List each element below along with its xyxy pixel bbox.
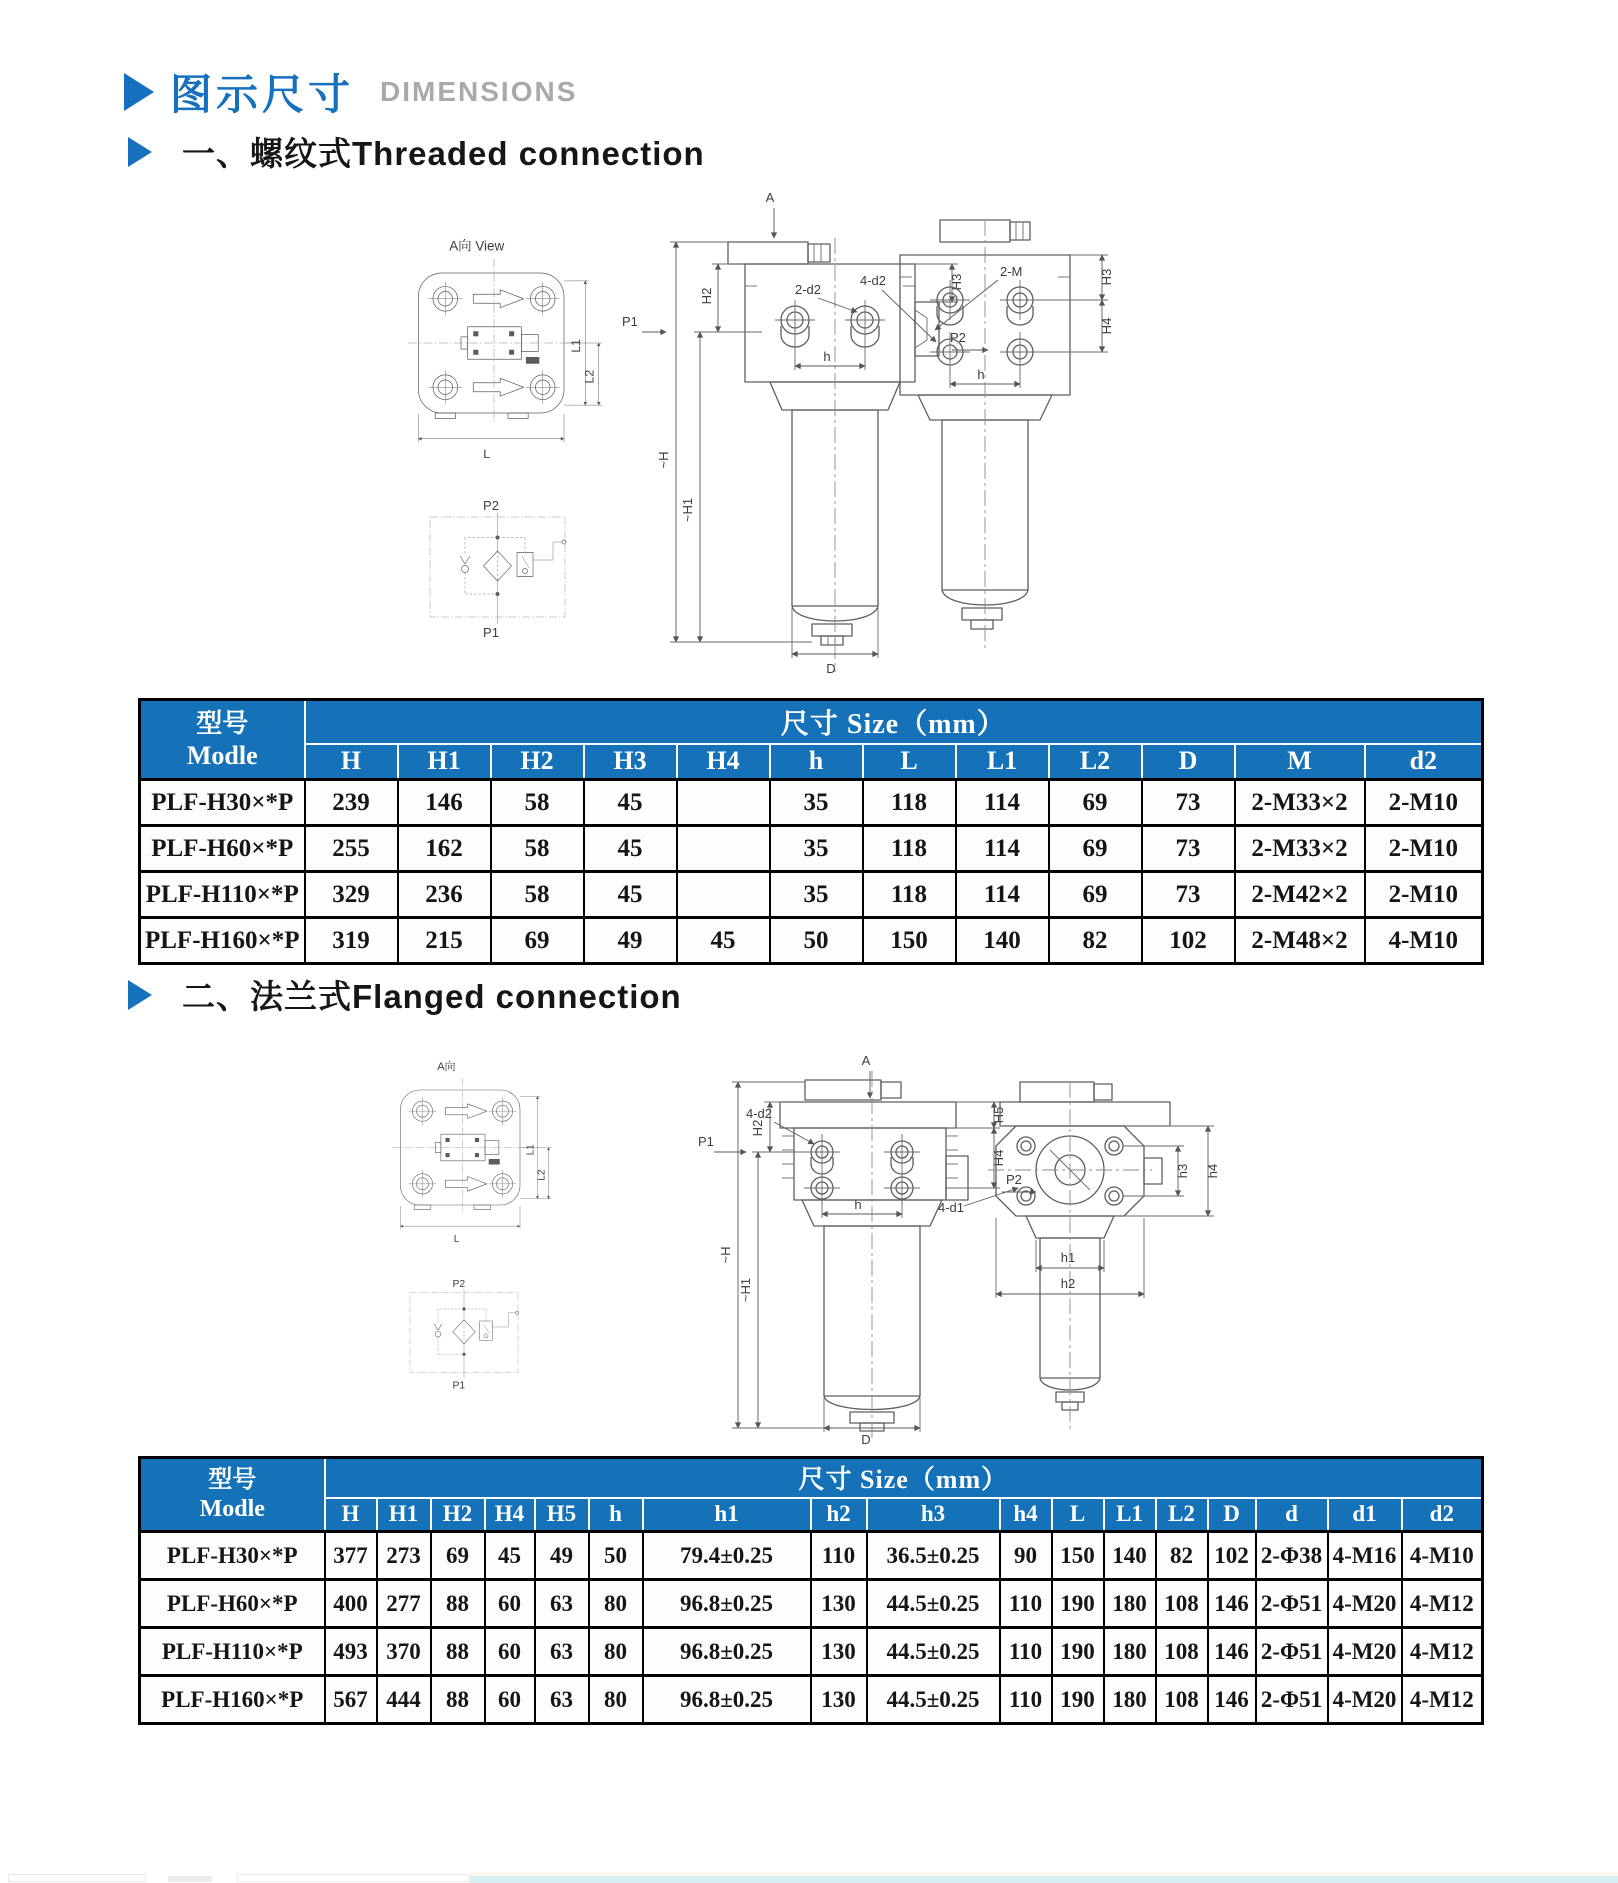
dim-label-4d2: 4-d2 <box>860 273 887 288</box>
value-cell: 4-M10 <box>1365 918 1483 964</box>
column-header-H2: H2 <box>431 1498 485 1532</box>
port-label-p1: P1 <box>698 1134 714 1149</box>
value-cell: 190 <box>1052 1676 1104 1724</box>
value-cell: 88 <box>431 1676 485 1724</box>
value-cell: 90 <box>1000 1532 1052 1580</box>
value-cell: 130 <box>811 1676 867 1724</box>
column-header-H3: H3 <box>584 744 677 780</box>
value-cell: 180 <box>1104 1628 1156 1676</box>
value-cell: 58 <box>491 780 584 826</box>
dim-label-h3: h3 <box>1175 1163 1190 1179</box>
value-cell: 118 <box>863 826 956 872</box>
value-cell: 150 <box>1052 1532 1104 1580</box>
dim-label-h1-approx: ~H1 <box>738 1277 753 1303</box>
column-header-D: D <box>1142 744 1235 780</box>
model-cell: PLF-H110×*P <box>140 1628 325 1676</box>
value-cell: 2-M33×2 <box>1235 826 1365 872</box>
dim-label-h1-approx: ~H1 <box>680 497 695 523</box>
threaded-dim-table <box>138 698 1484 965</box>
value-cell: 108 <box>1156 1676 1208 1724</box>
view-title: A向 View <box>449 238 505 254</box>
value-cell: 146 <box>1208 1628 1256 1676</box>
value-cell: 96.8±0.25 <box>643 1676 811 1724</box>
value-cell: 44.5±0.25 <box>867 1676 1000 1724</box>
value-cell: 45 <box>485 1532 535 1580</box>
value-cell: 88 <box>431 1580 485 1628</box>
value-cell: 110 <box>1000 1580 1052 1628</box>
value-cell: 50 <box>770 918 863 964</box>
flanged-top-view <box>392 1059 551 1245</box>
column-header-h: h <box>770 744 863 780</box>
value-cell: 79.4±0.25 <box>643 1532 811 1580</box>
value-cell <box>677 780 770 826</box>
column-header-H: H <box>305 744 398 780</box>
value-cell: 118 <box>863 872 956 918</box>
value-cell: 35 <box>770 872 863 918</box>
value-cell: 370 <box>377 1628 431 1676</box>
table-row <box>140 826 1483 872</box>
value-cell: 82 <box>1049 918 1142 964</box>
table-row <box>140 1628 1483 1676</box>
column-header-h4: h4 <box>1000 1498 1052 1532</box>
table-row <box>140 780 1483 826</box>
value-cell: 2-Φ51 <box>1256 1628 1328 1676</box>
port-label-p2: P2 <box>452 1279 466 1290</box>
value-cell <box>677 872 770 918</box>
model-cell: PLF-H160×*P <box>140 918 305 964</box>
value-cell: 4-M20 <box>1328 1676 1402 1724</box>
column-header-L: L <box>1052 1498 1104 1532</box>
dim-label-d: D <box>861 1432 871 1447</box>
value-cell: 44.5±0.25 <box>867 1580 1000 1628</box>
value-cell: 146 <box>398 780 491 826</box>
value-cell: 110 <box>1000 1676 1052 1724</box>
table-row <box>140 1532 1483 1580</box>
value-cell <box>677 826 770 872</box>
value-cell: 110 <box>811 1532 867 1580</box>
value-cell: 80 <box>589 1580 643 1628</box>
value-cell: 4-M12 <box>1402 1628 1483 1676</box>
value-cell: 236 <box>398 872 491 918</box>
column-header-d2: d2 <box>1365 744 1483 780</box>
dim-label-l2: L2 <box>582 369 597 384</box>
value-cell: 4-M16 <box>1328 1532 1402 1580</box>
value-cell: 96.8±0.25 <box>643 1580 811 1628</box>
value-cell: 114 <box>956 780 1049 826</box>
column-header-H4: H4 <box>485 1498 535 1532</box>
dim-label-l1: L1 <box>569 338 584 353</box>
value-cell: 114 <box>956 826 1049 872</box>
dim-label-h2: H2 <box>750 1119 765 1137</box>
value-cell: 45 <box>584 872 677 918</box>
value-cell: 88 <box>431 1628 485 1676</box>
dim-label-4d1: 4-d1 <box>938 1200 965 1215</box>
column-header-L: L <box>863 744 956 780</box>
value-cell: 60 <box>485 1580 535 1628</box>
value-cell: 69 <box>1049 872 1142 918</box>
value-cell: 108 <box>1156 1628 1208 1676</box>
value-cell: 444 <box>377 1676 431 1724</box>
value-cell: 150 <box>863 918 956 964</box>
column-header-H1: H1 <box>398 744 491 780</box>
value-cell: 2-M10 <box>1365 826 1483 872</box>
column-header-h3: h3 <box>867 1498 1000 1532</box>
model-cell: PLF-H110×*P <box>140 872 305 918</box>
footer-strip-cyan <box>470 1876 1618 1883</box>
value-cell: 110 <box>1000 1628 1052 1676</box>
value-cell: 180 <box>1104 1676 1156 1724</box>
dim-label-2m: 2-M <box>1000 264 1023 279</box>
column-header-H4: H4 <box>677 744 770 780</box>
column-header-H: H <box>325 1498 377 1532</box>
dim-label-h: h <box>977 367 985 382</box>
dim-label-d: D <box>826 661 836 676</box>
dim-label-h: h <box>823 349 831 364</box>
threaded-top-view <box>408 239 602 461</box>
value-cell: 146 <box>1208 1580 1256 1628</box>
dim-label-l: L <box>453 1233 460 1245</box>
value-cell: 190 <box>1052 1628 1104 1676</box>
value-cell: 45 <box>584 826 677 872</box>
value-cell: 69 <box>1049 780 1142 826</box>
column-header-H1: H1 <box>377 1498 431 1532</box>
value-cell: 140 <box>956 918 1049 964</box>
port-label-p1: P1 <box>452 1380 466 1392</box>
value-cell: 130 <box>811 1580 867 1628</box>
section-flanged-title: 二、法兰式Flanged connection <box>182 978 682 1015</box>
flanged-drawings <box>300 1040 1300 1452</box>
column-header-M: M <box>1235 744 1365 780</box>
flanged-front-view <box>698 1053 1036 1447</box>
page-title-en: DIMENSIONS <box>380 76 578 107</box>
column-header-d: d <box>1256 1498 1328 1532</box>
size-header: 尺寸 Size（mm） <box>325 1458 1483 1498</box>
value-cell: 273 <box>377 1532 431 1580</box>
value-cell: 80 <box>589 1628 643 1676</box>
value-cell: 190 <box>1052 1580 1104 1628</box>
dim-label-h3: H3 <box>949 273 964 291</box>
value-cell: 69 <box>491 918 584 964</box>
value-cell: 4-M10 <box>1402 1532 1483 1580</box>
dim-label-l: L <box>483 446 491 461</box>
footer-ghost-box <box>8 1874 146 1882</box>
section-flanged-header <box>128 971 682 1018</box>
value-cell: 60 <box>485 1628 535 1676</box>
dim-label-h2: H2 <box>699 287 714 305</box>
column-header-h1: h1 <box>643 1498 811 1532</box>
table-row <box>140 918 1483 964</box>
port-label-p2: P2 <box>950 330 966 345</box>
model-cell: PLF-H60×*P <box>140 1580 325 1628</box>
arrow-right-icon <box>124 73 154 111</box>
value-cell: 2-M10 <box>1365 780 1483 826</box>
value-cell: 49 <box>535 1532 589 1580</box>
value-cell: 2-Φ51 <box>1256 1676 1328 1724</box>
value-cell: 162 <box>398 826 491 872</box>
value-cell: 60 <box>485 1676 535 1724</box>
dim-label-h1: h1 <box>1060 1250 1076 1265</box>
model-column-header: 型号 Modle <box>140 700 305 780</box>
value-cell: 493 <box>325 1628 377 1676</box>
size-header: 尺寸 Size（mm） <box>305 700 1483 744</box>
value-cell: 2-M10 <box>1365 872 1483 918</box>
value-cell: 80 <box>589 1676 643 1724</box>
dim-label-h3: H3 <box>1099 268 1114 286</box>
value-cell: 377 <box>325 1532 377 1580</box>
port-label-p1: P1 <box>483 625 499 640</box>
value-cell: 36.5±0.25 <box>867 1532 1000 1580</box>
value-cell: 114 <box>956 872 1049 918</box>
value-cell: 45 <box>677 918 770 964</box>
value-cell: 319 <box>305 918 398 964</box>
value-cell: 2-Φ38 <box>1256 1532 1328 1580</box>
value-cell: 82 <box>1156 1532 1208 1580</box>
value-cell: 277 <box>377 1580 431 1628</box>
value-cell: 239 <box>305 780 398 826</box>
dim-label-4d2: 4-d2 <box>746 1106 773 1121</box>
page-title <box>124 62 577 122</box>
model-cell: PLF-H30×*P <box>140 780 305 826</box>
column-header-H5: H5 <box>535 1498 589 1532</box>
dim-label-h4: h4 <box>1205 1163 1220 1179</box>
column-header-L1: L1 <box>1104 1498 1156 1532</box>
arrow-right-icon <box>128 980 152 1010</box>
value-cell: 215 <box>398 918 491 964</box>
dim-label-h2: h2 <box>1060 1276 1076 1291</box>
value-cell: 146 <box>1208 1676 1256 1724</box>
column-header-L2: L2 <box>1049 744 1142 780</box>
value-cell: 73 <box>1142 872 1235 918</box>
value-cell: 73 <box>1142 826 1235 872</box>
column-header-d2: d2 <box>1402 1498 1483 1532</box>
value-cell: 35 <box>770 780 863 826</box>
value-cell: 2-M48×2 <box>1235 918 1365 964</box>
column-header-H2: H2 <box>491 744 584 780</box>
value-cell: 400 <box>325 1580 377 1628</box>
value-cell: 140 <box>1104 1532 1156 1580</box>
column-header-L2: L2 <box>1156 1498 1208 1532</box>
value-cell: 102 <box>1142 918 1235 964</box>
value-cell: 2-M33×2 <box>1235 780 1365 826</box>
section-threaded-title: 一、螺纹式Threaded connection <box>182 135 705 172</box>
value-cell: 255 <box>305 826 398 872</box>
value-cell: 63 <box>535 1628 589 1676</box>
view-title: A向 <box>437 1060 456 1073</box>
dim-label-h-approx: ~H <box>718 1246 733 1264</box>
dim-label-l1: L1 <box>525 1144 537 1156</box>
dim-label-a: A <box>765 190 775 205</box>
threaded-side-view <box>860 220 1114 648</box>
value-cell: 180 <box>1104 1580 1156 1628</box>
footer-ghost-text <box>168 1876 212 1882</box>
value-cell: 4-M12 <box>1402 1676 1483 1724</box>
model-cell: PLF-H30×*P <box>140 1532 325 1580</box>
port-label-p2: P2 <box>1006 1172 1022 1187</box>
value-cell: 2-M42×2 <box>1235 872 1365 918</box>
arrow-right-icon <box>128 137 152 167</box>
value-cell: 44.5±0.25 <box>867 1628 1000 1676</box>
value-cell: 58 <box>491 872 584 918</box>
threaded-schematic <box>430 498 566 640</box>
dim-label-h-approx: ~H <box>656 451 671 469</box>
value-cell: 69 <box>431 1532 485 1580</box>
column-header-d1: d1 <box>1328 1498 1402 1532</box>
value-cell: 69 <box>1049 826 1142 872</box>
port-label-p1: P1 <box>622 314 638 329</box>
value-cell: 567 <box>325 1676 377 1724</box>
dim-label-2d2: 2-d2 <box>794 282 822 297</box>
value-cell: 4-M20 <box>1328 1628 1402 1676</box>
dim-label-h4: H4 <box>1099 317 1114 335</box>
column-header-L1: L1 <box>956 744 1049 780</box>
section-threaded-header <box>128 128 705 175</box>
value-cell: 58 <box>491 826 584 872</box>
flanged-schematic <box>410 1279 519 1392</box>
threaded-drawings <box>300 180 1400 695</box>
value-cell: 2-Φ51 <box>1256 1580 1328 1628</box>
value-cell: 73 <box>1142 780 1235 826</box>
value-cell: 50 <box>589 1532 643 1580</box>
port-label-p2: P2 <box>483 498 499 513</box>
column-header-h: h <box>589 1498 643 1532</box>
value-cell: 118 <box>863 780 956 826</box>
value-cell: 96.8±0.25 <box>643 1628 811 1676</box>
value-cell: 63 <box>535 1676 589 1724</box>
table-row <box>140 1676 1483 1724</box>
flanged-side-view <box>938 1082 1220 1432</box>
model-cell: PLF-H160×*P <box>140 1676 325 1724</box>
dim-label-a: A <box>861 1053 871 1068</box>
model-column-header: 型号 Modle <box>140 1458 325 1532</box>
dim-label-h4: H4 <box>991 1149 1006 1167</box>
value-cell: 45 <box>584 780 677 826</box>
flanged-dim-table <box>138 1456 1484 1725</box>
value-cell: 329 <box>305 872 398 918</box>
table-row <box>140 872 1483 918</box>
value-cell: 49 <box>584 918 677 964</box>
value-cell: 4-M12 <box>1402 1580 1483 1628</box>
value-cell: 102 <box>1208 1532 1256 1580</box>
dim-label-h5: H5 <box>991 1106 1006 1124</box>
value-cell: 35 <box>770 826 863 872</box>
dim-label-h: h <box>854 1197 862 1212</box>
model-cell: PLF-H60×*P <box>140 826 305 872</box>
page-title-zh: 图示尺寸 <box>170 71 355 118</box>
value-cell: 108 <box>1156 1580 1208 1628</box>
dim-label-l2: L2 <box>536 1169 548 1181</box>
column-header-D: D <box>1208 1498 1256 1532</box>
value-cell: 130 <box>811 1628 867 1676</box>
value-cell: 63 <box>535 1580 589 1628</box>
table-row <box>140 1580 1483 1628</box>
column-header-h2: h2 <box>811 1498 867 1532</box>
value-cell: 4-M20 <box>1328 1580 1402 1628</box>
footer-ghost-box <box>237 1874 470 1882</box>
